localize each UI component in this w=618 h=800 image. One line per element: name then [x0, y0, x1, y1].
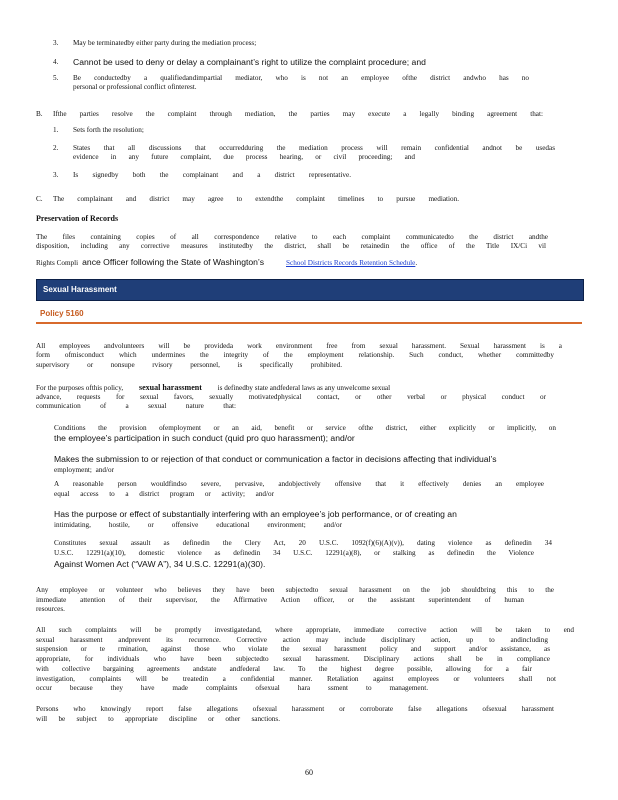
- list-item-text: evidence in any future complaint, due process hearing, or civil proceeding; and: [73, 153, 415, 161]
- paragraph-line: [36, 383, 390, 393]
- bullet-text: Has the purpose or effect of substantially interfering with an employee’s job performance, or of creating an: [54, 509, 457, 519]
- section-c-text: The complainant and district may agree to extendthe complaint timelines to pursue mediation.: [53, 195, 459, 203]
- text-run: .: [415, 259, 418, 267]
- list-item-text: Is signedby both the complainant and a district representative.: [73, 171, 351, 179]
- list-number: 4.: [53, 58, 59, 66]
- list-number: 3.: [53, 171, 59, 179]
- retention-schedule-link[interactable]: School Districts Records Retention Schedule: [286, 259, 416, 267]
- paragraph-line: The files containing copies of all correspondence relative to each complaint communicatedto the district andthe: [36, 233, 548, 241]
- paragraph-line: resources.: [36, 605, 65, 613]
- paragraph-line: communication of a sexual nature that:: [36, 402, 236, 410]
- paragraph-line: form ofmisconduct which undermines the integrity of the employment relationship. Such conduct, whether committedby: [36, 351, 554, 359]
- paragraph-line: Any employee or volunteer who believes they have been subjectedto sexual harassment on the job shouldbring this to the: [36, 586, 554, 594]
- list-number: 5.: [53, 74, 59, 82]
- list-item-text: personal or professional conflict ofinterest.: [73, 83, 197, 91]
- page-number: 60: [305, 768, 313, 777]
- list-number: 3.: [53, 39, 59, 47]
- text-run: ance Officer following the State of Washington’s: [82, 257, 264, 267]
- paragraph-line: All such complaints will be promptly investigatedand, where appropriate, immediate corrective action will be taken to end: [36, 626, 574, 634]
- list-item-text: States that all discussions that occurredduring the mediation process will remain confidential andnot be usedas: [73, 144, 555, 152]
- section-b-text: Ifthe parties resolve the complaint through mediation, the parties may execute a legally binding agreement that:: [53, 110, 543, 118]
- bullet-text: equal access to a district program or activity; and/or: [54, 490, 274, 498]
- paragraph-line: Persons who knowingly report false allegations ofsexual harassment or corroborate false allegations ofsexual harassment: [36, 705, 554, 713]
- text-run: is definedby state andfederal laws as any unwelcome sexual: [217, 384, 391, 392]
- paragraph-line: will be subject to appropriate discipline or other sanctions.: [36, 715, 280, 723]
- list-item-text: May be terminatedby either party during the mediation process;: [73, 39, 257, 47]
- list-number: 2.: [53, 144, 59, 152]
- section-letter: B.: [36, 110, 43, 118]
- section-banner: [36, 279, 584, 301]
- bullet-text: U.S.C. 12291(a)(10), domestic violence as definedin 34 U.S.C. 12291(a)(8), or stalking as definedin the Violence: [54, 549, 534, 557]
- bullet-text: intimidating, hostile, or offensive educational environment; and/or: [54, 521, 342, 529]
- paragraph-line: immediate attention of their supervisor, the Affirmative Action officer, or the assistant superintendent of human: [36, 596, 524, 604]
- paragraph-line: disposition, including any corrective measures institutedby the district, shall be retainedin the office of the Title IX/Ci vil: [36, 242, 546, 250]
- defined-term: sexual harassment: [138, 383, 202, 392]
- section-letter: C.: [36, 195, 43, 203]
- list-item-text: Sets forth the resolution;: [73, 126, 144, 134]
- section-heading: Preservation of Records: [36, 214, 119, 223]
- bullet-text: employment; and/or: [54, 466, 114, 474]
- text-run: Rights Compli: [36, 259, 79, 267]
- policy-label: Policy 5160: [40, 309, 84, 318]
- banner-title: Sexual Harassment: [43, 285, 117, 294]
- paragraph-line: occur because they have made complaints ofsexual hara ssment to management.: [36, 684, 428, 692]
- bullet-text: Constitutes sexual assault as definedin the Clery Act, 20 U.S.C. 1092(f)(6)(A)(v)), dating violence as definedin 34: [54, 539, 552, 547]
- paragraph-line: [36, 252, 417, 270]
- paragraph-line: advance, requests for sexual favors, sexually motivatedphysical contact, or other verbal or physical conduct or: [36, 393, 546, 401]
- bullet-text: A reasonable person wouldfindso severe, pervasive, andobjectively offensive that it effectively denies an employee: [54, 480, 544, 488]
- list-item-text: Be conductedby a qualifiedandimpartial mediator, who is not an employee ofthe district andwho has no: [73, 74, 529, 82]
- bullet-text: the employee’s participation in such conduct (quid pro quo harassment); and/or: [54, 433, 355, 443]
- text-run: For the purposes ofthis policy,: [36, 384, 124, 392]
- bullet-text: Makes the submission to or rejection of that conduct or communication a factor in decisions affecting that individual’s: [54, 454, 497, 464]
- bullet-text: Conditions the provision ofemployment or an aid, benefit or service ofthe district, either explicitly or implicitly, on: [54, 424, 556, 432]
- paragraph-line: investigation, complaints will be treatedin a confidential manner. Retaliation against employees or volunteers shall not: [36, 675, 556, 683]
- paragraph-line: with collective bargaining agreements andstate andfederal law. To the highest degree possible, allowing for a fair: [36, 665, 532, 673]
- paragraph-line: suspension or te rmination, against those who violate the sexual harassment policy and support and/or assistance, as: [36, 645, 550, 653]
- paragraph-line: All employees andvolunteers will be provideda work environment free from sexual harassment. Sexual harassment is a: [36, 342, 562, 350]
- paragraph-line: appropriate, for individuals who have been subjectedto sexual harassment. Disciplinary actions shall be in compliance: [36, 655, 550, 663]
- list-item-text: Cannot be used to deny or delay a complainant’s right to utilize the complaint procedure; and: [73, 57, 426, 67]
- policy-divider: [36, 322, 582, 324]
- paragraph-line: sexual harassment andprevent its recurrence. Corrective action may include disciplinary action, up to andincluding: [36, 636, 548, 644]
- list-number: 1.: [53, 126, 59, 134]
- bullet-text: Against Women Act (“VAW A”), 34 U.S.C. 12291(a)(30).: [54, 559, 266, 569]
- paragraph-line: supervisory or nonsupe rvisory personnel, is specifically prohibited.: [36, 361, 342, 369]
